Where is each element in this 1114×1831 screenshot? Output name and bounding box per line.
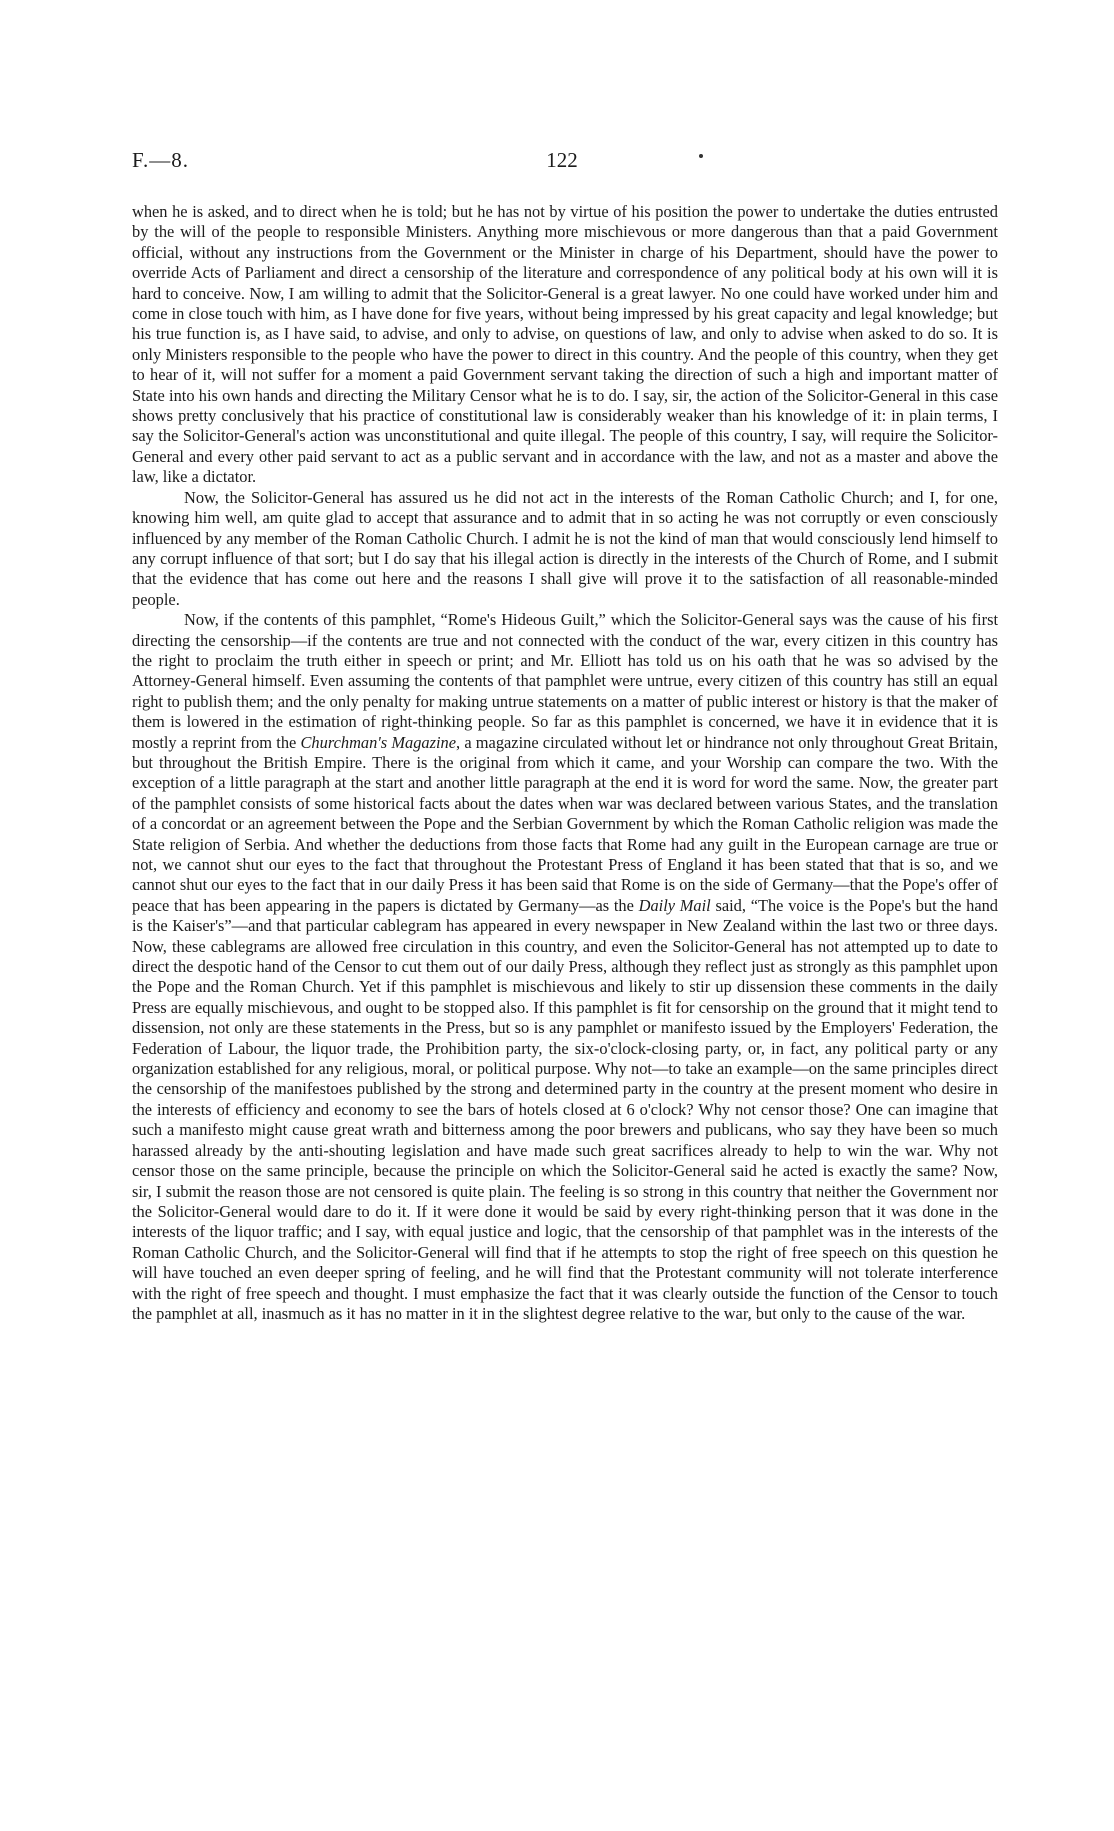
section-reference: F.—8.	[132, 148, 189, 172]
magazine-title: Churchman's Magazine	[300, 732, 457, 752]
page-mark	[699, 154, 703, 158]
paragraph-3-part-1: Now, if the contents of this pamphlet, “Rome's Hideous Guilt,” which the Solicitor-General says was the cause of his first directing the censorship—if the contents are true and not connected with the conduct of the war, every citizen in this country has the right to proclaim the truth either in speech or print; and Mr. Elliott has told us on his oath that he was so advised by the Attorney-General himself. Even assuming the contents of that pamphlet were untrue, every citizen of this country has still an equal right to publish them; and the only penalty for making untrue statements on a matter of public interest or history is that the maker of them is lowered in the estimation of right-thinking people. So far as this pamphlet is concerned, we have it in evidence that it is mostly a reprint from the	[132, 610, 998, 752]
paragraph-1: when he is asked, and to direct when he is told; but he has not by virtue of his position the power to undertake the duties entrusted by the will of the people to responsible Ministers. Anything more mischievous or more dangerous than that a paid Government official, without any instructions from the Government or the Minister in charge of his Department, should have the power to override Acts of Parliament and direct a censorship of the literature and correspondence of any political body at his own will it is hard to conceive. Now, I am willing to admit that the Solicitor-General is a great lawyer. No one could have worked under him and come in close touch with him, as I have done for five years, without being impressed by his great capacity and legal knowledge; but his true function is, as I have said, to advise, and only to advise, on questions of law, and only to advise when asked to do so. It is only Ministers responsible to the people who have the power to direct in this country. And the people of this country, when they get to hear of it, will not suffer for a moment a paid Government servant taking the direction of such a high and important matter of State into his own hands and directing the Military Censor what he is to do. I say, sir, the action of the Solicitor-General in this case shows pretty conclusively that his practice of constitutional law is considerably weaker than his knowledge of it: in plain terms, I say the Solicitor-General's action was unconstitutional and quite illegal. The people of this country, I say, will require the Solicitor-General and every other paid servant to act as a public servant and in accordance with the law, and not as a master and above the law, like a dictator.	[132, 202, 998, 487]
paragraph-3-part-2: , a magazine circulated without let or hindrance not only throughout Great Britain, but throughout the British Empire. There is the original from which it came, and your Worship can compare the two. With the exception of a little paragraph at the start and another little paragraph at the end it is word for word the same. Now, the greater part of the pamphlet consists of some historical facts about the dates when war was declared between various States, and the translation of a concordat or an agreement between the Pope and the Serbian Government by which the Roman Catholic religion was made the State religion of Serbia. And whether the deductions from those facts that Rome had any guilt in the European carnage are true or not, we cannot shut our eyes to the fact that throughout the Protestant Press of England it has been stated that that is so, and we cannot shut our eyes to the fact that in our daily Press it has been said that Rome is on the side of Germany—that the Pope's offer of peace that has been appearing in the papers is dictated by Germany—as the	[132, 732, 999, 915]
paragraph-3	[132, 610, 998, 1324]
newspaper-title: Daily Mail	[638, 895, 711, 915]
paragraph-2: Now, the Solicitor-General has assured us he did not act in the interests of the Roman Catholic Church; and I, for one, knowing him well, am quite glad to accept that assurance and to admit that in so acting he was not corruptly or even consciously influenced by any member of the Roman Catholic Church. I admit he is not the kind of man that would consciously lend himself to any corrupt influence of that sort; but I do say that his illegal action is directly in the interests of the Church of Rome, and I submit that the evidence that has come out here and the reasons I shall give will prove it to the satisfaction of all reasonable-minded people.	[132, 487, 998, 609]
page-number: 122	[546, 148, 578, 172]
body-text	[132, 202, 998, 1324]
paragraph-3-part-3: said, “The voice is the Pope's but the hand is the Kaiser's”—and that particular cablegram has appeared in every newspaper in New Zealand within the last two or three days. Now, these cablegrams are allowed free circulation in this country, and even the Solicitor-General has not attempted up to date to direct the despotic hand of the Censor to cut them out of our daily Press, although they reflect just as strongly as this pamphlet upon the Pope and the Roman Church. Yet if this pamphlet is mischievous and likely to stir up dissension these comments in the daily Press are equally mischievous, and ought to be stopped also. If this pamphlet is fit for censorship on the ground that it might tend to dissension, not only are these statements in the Press, but so is any pamphlet or manifesto issued by the Employers' Federation, the Federation of Labour, the liquor trade, the Prohibition party, the six-o'clock-closing party, or, in fact, any political party or any organization established for any religious, moral, or political purpose. Why not—to take an example—on the same principles direct the censorship of the manifestoes published by the strong and determined party in the country at the present moment who desire in the interests of efficiency and economy to see the bars of hotels closed at 6 o'clock? Why not censor those? One can imagine that such a manifesto might cause great wrath and bitterness among the poor brewers and publicans, who say they have been so much harassed already by the anti-shouting legislation and have made such great sacrifices already to help to win the war. Why not censor those on the same principle, because the principle on which the Solicitor-General said he acted is exactly the same? Now, sir, I submit the reason those are not censored is quite plain. The feeling is so strong in this country that neither the Government nor the Solicitor-General would dare to do it. If it were done it would be said by every right-thinking person that it was done in the interests of the liquor traffic; and I say, with equal justice and logic, that the censorship of that pamphlet was in the interests of the Roman Catholic Church, and the Solicitor-General will find that if he attempts to stop the right of free speech on this question he will have touched an even deeper spring of feeling, and he will find that the Protestant community will not tolerate interference with the right of free speech and thought. I must emphasize the fact that it was clearly outside the function of the Censor to touch the pamphlet at all, inasmuch as it has no matter in it in the slightest degree relative to the war, but only to the cause of the war.	[132, 895, 998, 1323]
page-header	[132, 148, 992, 180]
